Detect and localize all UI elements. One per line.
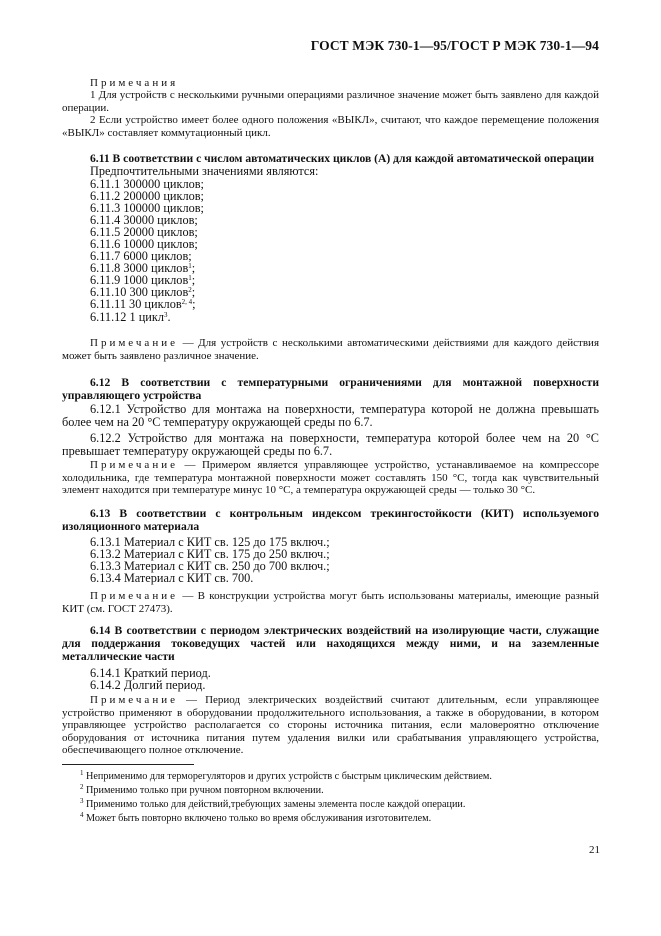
note-2: 2 Если устройство имеет более одного положения «ВЫКЛ», считают, что каждое перемещение положения «ВЫКЛ» составляет коммутационный цикл.	[62, 114, 599, 139]
note-6-13	[62, 590, 599, 615]
list-item	[90, 298, 599, 310]
footnote-text: Применимо только при ручном повторном включении.	[86, 785, 324, 796]
note-text: — Для устройств с несколькими автоматическими действиями для каждого действия может быть заявлено различное значение.	[62, 337, 600, 362]
footnote-ref: 2, 4	[181, 298, 193, 307]
footnote-ref: 1	[188, 262, 192, 271]
section-intro: Предпочтительными значениями являются:	[90, 164, 319, 178]
footnote-separator	[62, 764, 194, 765]
page-header: ГОСТ МЭК 730-1—95/ГОСТ Р МЭК 730-1—94	[310, 38, 599, 53]
list-item-text: 6.11.2 200000 циклов;	[90, 188, 204, 203]
section-6-13	[62, 507, 599, 584]
note-label: Примечание	[90, 590, 178, 602]
period-list	[62, 667, 599, 691]
footnote-mark: 3	[80, 797, 84, 805]
list-item-text: 6.11.11 30 циклов	[90, 297, 182, 312]
footnote-ref: 3	[164, 310, 168, 319]
note-label: Примечание	[90, 337, 178, 349]
list-item-text: 6.11.9 1000 циклов	[90, 273, 189, 288]
list-item: 6.14.1 Краткий период.	[90, 666, 211, 680]
section-6-14	[62, 624, 599, 691]
section-heading: 6.12 В соответствии с температурными ограничениями для монтажной поверхности управляющего устройства	[62, 376, 599, 402]
note-1: 1 Для устройств с несколькими ручными операциями различное значение может быть заявлено для каждой операции.	[62, 89, 599, 114]
list-item-punctuation: ;	[191, 273, 196, 288]
cycles-list	[62, 178, 599, 323]
kit-list	[62, 536, 599, 584]
notes-label: Примечания	[90, 77, 179, 89]
note-6-12	[62, 459, 599, 497]
page-number: 21	[589, 844, 600, 856]
footnote-text: Неприменимо для терморегуляторов и других устройств с быстрым циклическим действием.	[86, 771, 492, 782]
list-item: 6.13.1 Материал с КИТ св. 125 до 175 включ.;	[90, 535, 330, 549]
footnote-text: Может быть повторно включено только во время обслуживания изготовителем.	[86, 813, 432, 824]
footnote-2	[80, 785, 324, 797]
note-label: Примечание	[90, 459, 178, 471]
section-heading: 6.13 В соответствии с контрольным индексом трекингостойкости (КИТ) используемого изоляционного материала	[62, 507, 599, 533]
footnote-mark: 4	[80, 811, 84, 819]
list-item: 6.14.2 Долгий период.	[90, 678, 206, 693]
note-text: — Период электрических воздействий считают длительным, если управляющее устройство применяют в оборудовании продолжительного использования, а также в оборудовании, в котором управляющее устройство располагается со стороны источника питания, если маловероятно отключение оборудования от источника питания путем удаления вилки или срабатывания управляющего устройства, обеспечивающего полное отключение.	[62, 694, 599, 756]
footnote-text: Применимо только для действий,требующих замены элемента после каждой операции.	[86, 799, 466, 810]
note-label: Примечание	[90, 694, 178, 706]
footnote-ref: 2	[188, 286, 192, 295]
note-6-14	[62, 694, 599, 757]
section-heading: 6.14 В соответствии с периодом электрических воздействий на изолирующие части, служащие для поддержания токоведущих частей или находящихся между ними, и на заземленные металлические части	[62, 624, 599, 663]
list-item-text: 6.11.12 1 цикл	[90, 309, 165, 324]
footnote-mark: 1	[80, 769, 84, 777]
note-text: — Примером является управляющее устройство, устанавливаемое на компрессоре холодильника, где температура монтажной поверхности может составлять 150 °С, тогда как чувствительный элемент находится при температуре минус 10 °С, а температура окружающей среды — только 30 °С.	[62, 459, 600, 496]
list-item-text: 6.11.3 100000 циклов;	[90, 200, 204, 215]
list-item-punctuation: .	[167, 309, 171, 324]
list-item-punctuation: ;	[192, 297, 196, 312]
list-item-text: 6.11.7 6000 циклов;	[90, 249, 192, 264]
footnote-mark: 2	[80, 783, 84, 791]
section-6-11	[62, 152, 599, 323]
list-item-text: 6.11.6 10000 циклов;	[90, 236, 198, 251]
paragraph-6-12-1: 6.12.1 Устройство для монтажа на поверхности, температура которой не должна превышать более чем на 20 °С температуру окружающей среды по 6.7.	[62, 402, 599, 430]
list-item-punctuation: ;	[191, 261, 196, 276]
section-6-12	[62, 376, 599, 459]
list-item-text: 6.11.4 30000 циклов;	[90, 212, 198, 227]
footnote-ref: 1	[188, 274, 192, 283]
list-item	[90, 311, 599, 323]
footnote-4	[80, 813, 431, 825]
list-item-text: 6.11.1 300000 циклов;	[90, 176, 204, 191]
list-item-punctuation: ;	[191, 285, 196, 300]
list-item: 6.13.2 Материал с КИТ св. 175 до 250 включ.;	[90, 547, 330, 562]
note-text: — В конструкции устройства могут быть использованы материалы, имеющие разный КИТ (см. ГОСТ 27473).	[62, 590, 600, 615]
section-heading: 6.11 В соответствии с числом автоматических циклов (А) для каждой автоматической операции	[90, 152, 595, 165]
paragraph-6-12-2: 6.12.2 Устройство для монтажа на поверхности, температура которой более чем на 20 °С превышает температуру окружающей среды по 6.7.	[62, 430, 599, 459]
list-item-text: 6.11.5 20000 циклов;	[90, 224, 198, 239]
list-item-text: 6.11.8 3000 циклов	[90, 261, 189, 276]
notes-block	[62, 77, 599, 139]
list-item: 6.13.4 Материал с КИТ св. 700.	[90, 571, 254, 586]
note-6-11	[62, 337, 599, 362]
footnote-3	[80, 799, 465, 811]
list-item: 6.13.3 Материал с КИТ св. 250 до 700 включ.;	[90, 559, 330, 574]
footnote-1	[80, 771, 492, 783]
list-item-text: 6.11.10 300 циклов	[90, 285, 189, 300]
